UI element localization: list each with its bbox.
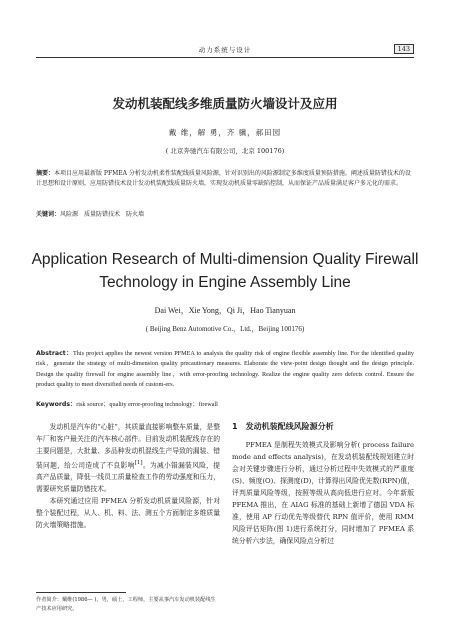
- chinese-keywords: [36, 210, 414, 220]
- english-title: Application Research of Multi-dimension Quality Firewall Technology in Engine Assembly Line: [31, 251, 419, 291]
- english-keywords-label: Keywords：: [36, 401, 77, 408]
- body-text: 发动机是汽车的“心脏”，其质量直接影响整车质量，是整车厂和客户最关注的汽车核心部件。目前发动机装配线存在的主要问题是，大批量、多品种发动机混线生产导致的漏装、错装问题，给公司造成了不良影响: [36, 423, 220, 470]
- english-keywords: [36, 400, 414, 410]
- chinese-title: 发动机装配线多维质量防火墙设计及应用: [112, 96, 338, 111]
- english-abstract-text: This project applies the newest version PFMEA to analysis the quality risk of engine flexible assembly line. For the identified quality risk，generate the strategy of multi-dimension quality precautionary measures. Elaborate the view-point design thought and the design principle. Design the quality firewall for engine assembly line，with error-proofing technology. Realize the engine quality zero defects control. Ensure the product quality to meet diversified needs of custom-ers.: [36, 350, 415, 388]
- chinese-authors: 戴 维，解 勇，齐 骥，郝田园: [168, 128, 282, 137]
- running-header: [36, 44, 414, 58]
- chinese-abstract-text: 本项目应用最新版 PFMEA 分析发动机柔性装配线质量风险源，针对识别出的风险源制定多维度质量预防措施。阐述质量防错技术的设计思想和设计原则，应用防错技术设计发动机装配线质量防火墙，实现发动机质量零缺陷控制，从而保证产品质量满足客户多元化的需求。: [36, 170, 411, 187]
- english-affiliation: ( Beijing Benz Automotive Co.，Ltd.，Beijing 100176): [145, 325, 305, 333]
- body-paragraph: PFMEA 是制程失效模式及影响分析( process failure mode and effects analysis)，在发动机装配线规划建立时会对关键步骤进行分析，通过分析过程中失效模式的严重度(S)、频度(O)、探测度(D)，计算得出风险优先数(RPN)值，评判质量风险等级，按照等级从高向低进行应对。今年新版 PFEMA 推出，在 AIAG 标准的基础上新增了德国 VDA 标准，使用 AP 行动优先等级替代 RPN 值评价，使用 RMM 风险评估矩阵(图 1)进行系统打分，同时增加了 PFMEA 系统分析六步法，确保风险点分析过: [232, 441, 414, 545]
- english-abstract-label: Abstract：: [36, 350, 73, 357]
- chinese-abstract: [36, 169, 414, 189]
- english-keywords-text: risk source；quality error-proofing technology；firewall: [76, 401, 218, 408]
- left-column: [36, 421, 220, 531]
- body-paragraph: 本研究通过应用 PFMEA 分析发动机质量风险源，针对整个装配过程，从人、机、料、法、测五个方面制定多维质量防火墙策略措施。: [36, 497, 220, 530]
- section-heading: 1 发动机装配线风险源分析: [232, 422, 334, 431]
- chinese-keywords-label: 关键词：: [36, 211, 61, 218]
- body-text: 。为减小错漏装风险，提高产品质量，降低一线员工质量检查工作的劳动强度和压力，需要研究质量防错技术。: [36, 461, 221, 494]
- english-abstract: [36, 349, 414, 390]
- chinese-affiliation: ( 北京奔驰汽车有限公司，北京 100176): [165, 147, 285, 155]
- body-paragraph: [36, 421, 220, 495]
- journal-section-title: 动力系统与设计: [198, 46, 252, 54]
- page-number: 143: [394, 44, 414, 54]
- footnote-separator: [36, 592, 126, 593]
- chinese-abstract-label: 摘要：: [36, 170, 55, 177]
- english-authors: Dai Wei，Xie Yong，Qi Ji，Hao Tianyuan: [154, 306, 296, 315]
- footnote: 作者简介：戴维(1986— )，男，硕士，工程师，主要从事汽车发动机装配线生产技术应用研究。: [36, 597, 216, 612]
- chinese-keywords-text: 风险源 质量防错技术 防火墙: [60, 211, 145, 218]
- right-column: [232, 421, 414, 547]
- reference-mark: [1]: [134, 460, 143, 466]
